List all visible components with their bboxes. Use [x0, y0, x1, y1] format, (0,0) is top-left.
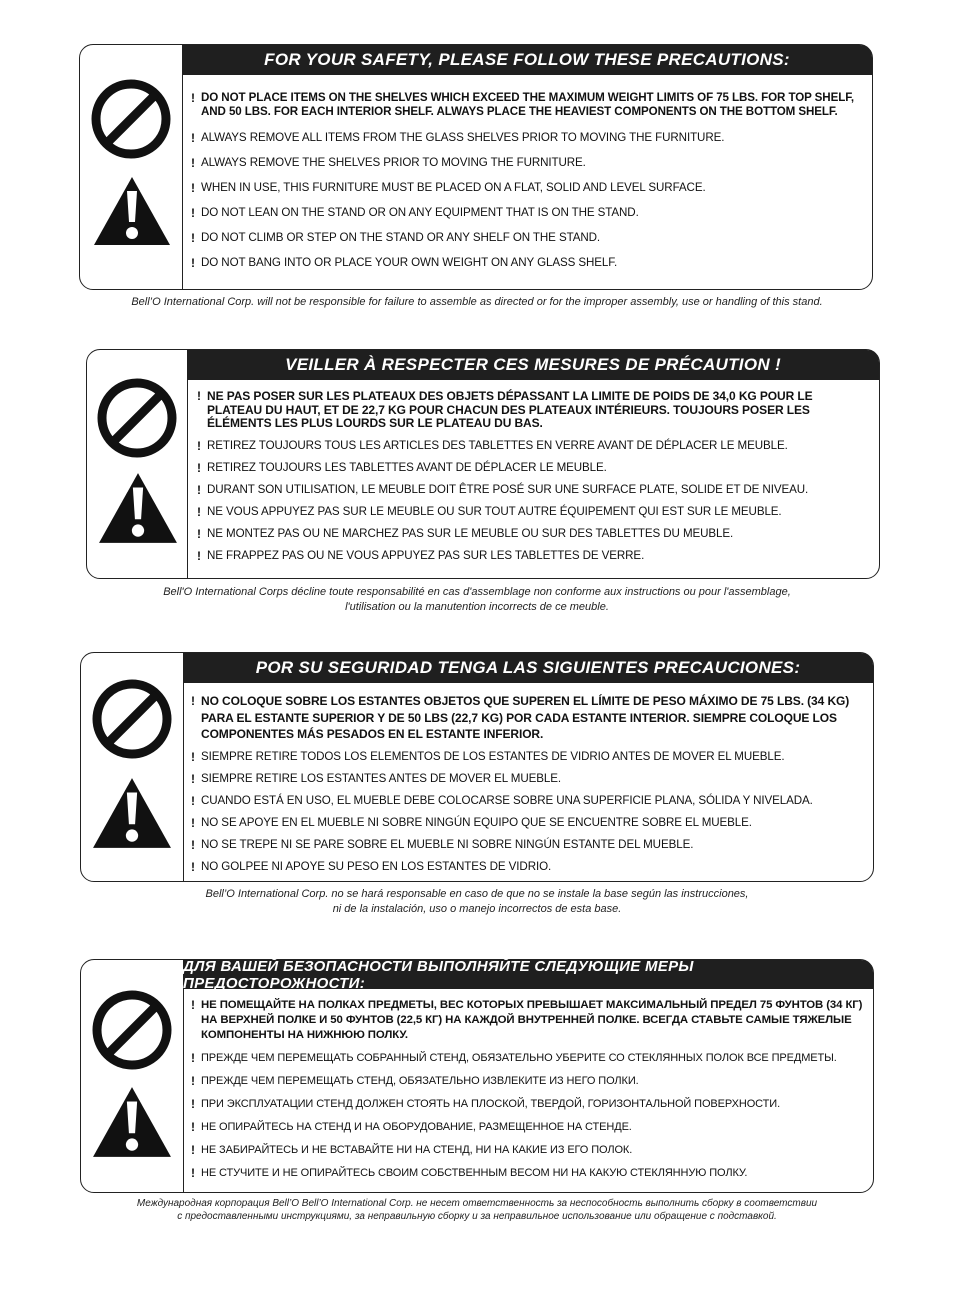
- prohibition-icon: [90, 677, 174, 761]
- precaution-item: ! NE MONTEZ PAS OU NE MARCHEZ PAS SUR LE MEUBLE OU SUR DES TABLETTES DU MEUBLE.: [197, 526, 734, 541]
- precaution-list: [191, 693, 863, 874]
- precaution-item: ! NO SE TREPE NI SE PARE SOBRE EL MUEBLE NI SOBRE NINGÚN ESTANTE DEL MUEBLE.: [191, 837, 694, 852]
- warning-triangle-icon: [97, 470, 179, 546]
- precaution-item: ! НЕ СТУЧИТЕ И НЕ ОПИРАЙТЕСЬ СВОИМ СОБСТВЕННЫМ ВЕСОМ НИ НА КАКУЮ СТЕКЛЯННУЮ ПОЛКУ.: [191, 1166, 748, 1180]
- prohibition-icon: [89, 77, 173, 161]
- precaution-item: ! CUANDO ESTÁ EN USO, EL MUEBLE DEBE COLOCARSE SOBRE UNA SUPERFICIE PLANA, SÓLIDA Y NIVELADA.: [191, 793, 813, 808]
- precaution-item: ! DURANT SON UTILISATION, LE MEUBLE DOIT ÊTRE POSÉ SUR UNE SURFACE PLATE, SOLIDE ET DE NIVEAU.: [197, 482, 809, 497]
- precaution-item: ! NE VOUS APPUYEZ PAS SUR LE MEUBLE OU SUR TOUT AUTRE ÉQUIPEMENT QUI EST SUR LE MEUBLE.: [197, 504, 782, 519]
- disclaimer: Bell'O International Corps décline toute responsabilité en cas d'assemblage non conforme aux instructions ou pour l'assemblage, l'utilisation ou la manutention incorrects de ce meuble.: [163, 586, 791, 613]
- precaution-item: ! DO NOT PLACE ITEMS ON THE SHELVES WHICH EXCEED THE MAXIMUM WEIGHT LIMITS OF 75 LBS. FOR TOP SHELF, AND 50 LBS. FOR EACH INTERIOR SHELF. ALWAYS PLACE THE HEAVIEST COMPONENTS ON THE BOTTOM SHELF.: [191, 91, 855, 118]
- safety-panel-en: [79, 44, 873, 290]
- precaution-item: ! DO NOT CLIMB OR STEP ON THE STAND OR ANY SHELF ON THE STAND.: [191, 231, 600, 245]
- precaution-list: [191, 998, 863, 1180]
- disclaimer: Bell’O International Corp. no se hará responsable en caso de que no se instale la base según las instrucciones, ni de la instalación, uso o manejo incorrectos de esta base.: [205, 888, 749, 915]
- warning-triangle-icon: [91, 1084, 173, 1160]
- precaution-item: ! WHEN IN USE, THIS FURNITURE MUST BE PLACED ON A FLAT, SOLID AND LEVEL SURFACE.: [191, 181, 706, 195]
- precaution-item: ! NE PAS POSER SUR LES PLATEAUX DES OBJETS DÉPASSANT LA LIMITE DE POIDS DE 34,0 KG POUR LE PLATEAU DU HAUT, ET DE 22,7 KG POUR CHACUN DES PLATEAUX INTÉRIEURS. TOUJOURS POSER LES ÉLÉMENTS LES PLUS LOURDS SUR LE PLATEAU DU BAS.: [197, 389, 813, 430]
- safety-panel-fr: [86, 349, 880, 579]
- precaution-item: ! ПРЕЖДЕ ЧЕМ ПЕРЕМЕЩАТЬ СОБРАННЫЙ СТЕНД, ОБЯЗАТЕЛЬНО УБЕРИТЕ СО СТЕКЛЯННЫХ ПОЛОК ВСЕ ПРЕДМЕТЫ.: [191, 1051, 837, 1065]
- precaution-item: ! SIEMPRE RETIRE TODOS LOS ELEMENTOS DE LOS ESTANTES DE VIDRIO ANTES DE MOVER EL MUEBLE.: [191, 749, 785, 764]
- precaution-item: ! RETIREZ TOUJOURS TOUS LES ARTICLES DES TABLETTES EN VERRE AVANT DE DÉPLACER LE MEUBLE.: [197, 438, 788, 453]
- precaution-item: ! NO GOLPEE NI APOYE SU PESO EN LOS ESTANTES DE VIDRIO.: [191, 859, 552, 874]
- safety-panel-es: [80, 652, 874, 882]
- precaution-item: ! НЕ ЗАБИРАЙТЕСЬ И НЕ ВСТАВАЙТЕ НИ НА СТЕНД, НИ НА КАКИЕ ИЗ ЕГО ПОЛОК.: [191, 1143, 633, 1157]
- precaution-item: ! RETIREZ TOUJOURS LES TABLETTES AVANT DE DÉPLACER LE MEUBLE.: [197, 460, 607, 475]
- section-header: ДЛЯ ВАШЕЙ БЕЗОПАСНОСТИ ВЫПОЛНЯЙТЕ СЛЕДУЮЩИЕ МЕРЫ ПРЕДОСТОРОЖНОСТИ:: [183, 960, 873, 989]
- precaution-item: ! НЕ ОПИРАЙТЕСЬ НА СТЕНД И НА ОБОРУДОВАНИЕ, РАЗМЕЩЕННОЕ НА СТЕНДЕ.: [191, 1120, 632, 1134]
- icon-column: [80, 45, 183, 289]
- icon-column: [81, 960, 184, 1192]
- warning-triangle-icon: [91, 775, 173, 851]
- precaution-item: ! NE FRAPPEZ PAS OU NE VOUS APPUYEZ PAS SUR LES TABLETTES DE VERRE.: [197, 548, 645, 563]
- precaution-item: ! ALWAYS REMOVE THE SHELVES PRIOR TO MOVING THE FURNITURE.: [191, 156, 586, 170]
- precaution-item: ! DO NOT LEAN ON THE STAND OR ON ANY EQUIPMENT THAT IS ON THE STAND.: [191, 206, 639, 220]
- precaution-item: ! ПРИ ЭКСПЛУАТАЦИИ СТЕНД ДОЛЖЕН СТОЯТЬ НА ПЛОСКОЙ, ТВЕРДОЙ, ГОРИЗОНТАЛЬНОЙ ПОВЕРХНОСТИ.: [191, 1097, 781, 1111]
- safety-panel-ru: [80, 959, 874, 1193]
- precaution-item: ! ПРЕЖДЕ ЧЕМ ПЕРЕМЕЩАТЬ СТЕНД, ОБЯЗАТЕЛЬНО ИЗВЛЕКИТЕ ИЗ НЕГО ПОЛКИ.: [191, 1074, 639, 1088]
- precaution-list: [197, 390, 869, 563]
- warning-triangle-icon: [92, 175, 172, 247]
- prohibition-icon: [90, 988, 174, 1072]
- icon-column: [81, 653, 184, 881]
- icon-column: [87, 350, 188, 578]
- precaution-item: ! NO COLOQUE SOBRE LOS ESTANTES OBJETOS QUE SUPEREN EL LÍMITE DE PESO MÁXIMO DE 75 LBS. (34 KG) PARA EL ESTANTE SUPERIOR Y DE 50 LBS (22,7 KG) POR CADA ESTANTE INTERIOR. SIEMPRE COLOQUE LOS COMPONENTES MÁS PESADOS EN EL ESTANTE INFERIOR.: [191, 694, 850, 741]
- precaution-item: ! DO NOT BANG INTO OR PLACE YOUR OWN WEIGHT ON ANY GLASS SHELF.: [191, 256, 618, 270]
- disclaimer: Международная корпорация Bell’O Bell’O International Corp. не несет ответственность за неспособность выполнить сборку в соответствии с предоставленными инструкциями, за неправильную сборку и за неправильное использование или обращение с подставкой.: [136, 1198, 818, 1222]
- section-header: VEILLER À RESPECTER CES MESURES DE PRÉCAUTION !: [187, 350, 879, 380]
- section-header: FOR YOUR SAFETY, PLEASE FOLLOW THESE PRECAUTIONS:: [182, 45, 872, 75]
- precaution-item: ! НЕ ПОМЕЩАЙТЕ НА ПОЛКАХ ПРЕДМЕТЫ, ВЕС КОТОРЫХ ПРЕВЫШАЕТ МАКСИМАЛЬНЫЙ ПРЕДЕЛ 75 ФУНТОВ (34 КГ) НА ВЕРХНЕЙ ПОЛКЕ И 50 ФУНТОВ (22,5 КГ) НА КАЖДОЙ ВНУТРЕННЕЙ ПОЛКЕ. ВСЕГДА СТАВЬТЕ САМЫЕ ТЯЖЕЛЫЕ КОМПОНЕНТЫ НА НИЖНЮЮ ПОЛКУ.: [191, 998, 863, 1041]
- prohibition-icon: [95, 376, 179, 460]
- precaution-item: ! NO SE APOYE EN EL MUEBLE NI SOBRE NINGÚN EQUIPO QUE SE ENCUENTRE SOBRE EL MUEBLE.: [191, 815, 752, 830]
- disclaimer: Bell’O International Corp. will not be responsible for failure to assemble as directed or for the improper assembly, use or handling of this stand.: [131, 296, 823, 308]
- precaution-list: [191, 91, 863, 270]
- precaution-item: ! SIEMPRE RETIRE LOS ESTANTES ANTES DE MOVER EL MUEBLE.: [191, 771, 561, 786]
- section-header: POR SU SEGURIDAD TENGA LAS SIGUIENTES PRECAUCIONES:: [183, 653, 873, 683]
- precaution-item: ! ALWAYS REMOVE ALL ITEMS FROM THE GLASS SHELVES PRIOR TO MOVING THE FURNITURE.: [191, 131, 725, 145]
